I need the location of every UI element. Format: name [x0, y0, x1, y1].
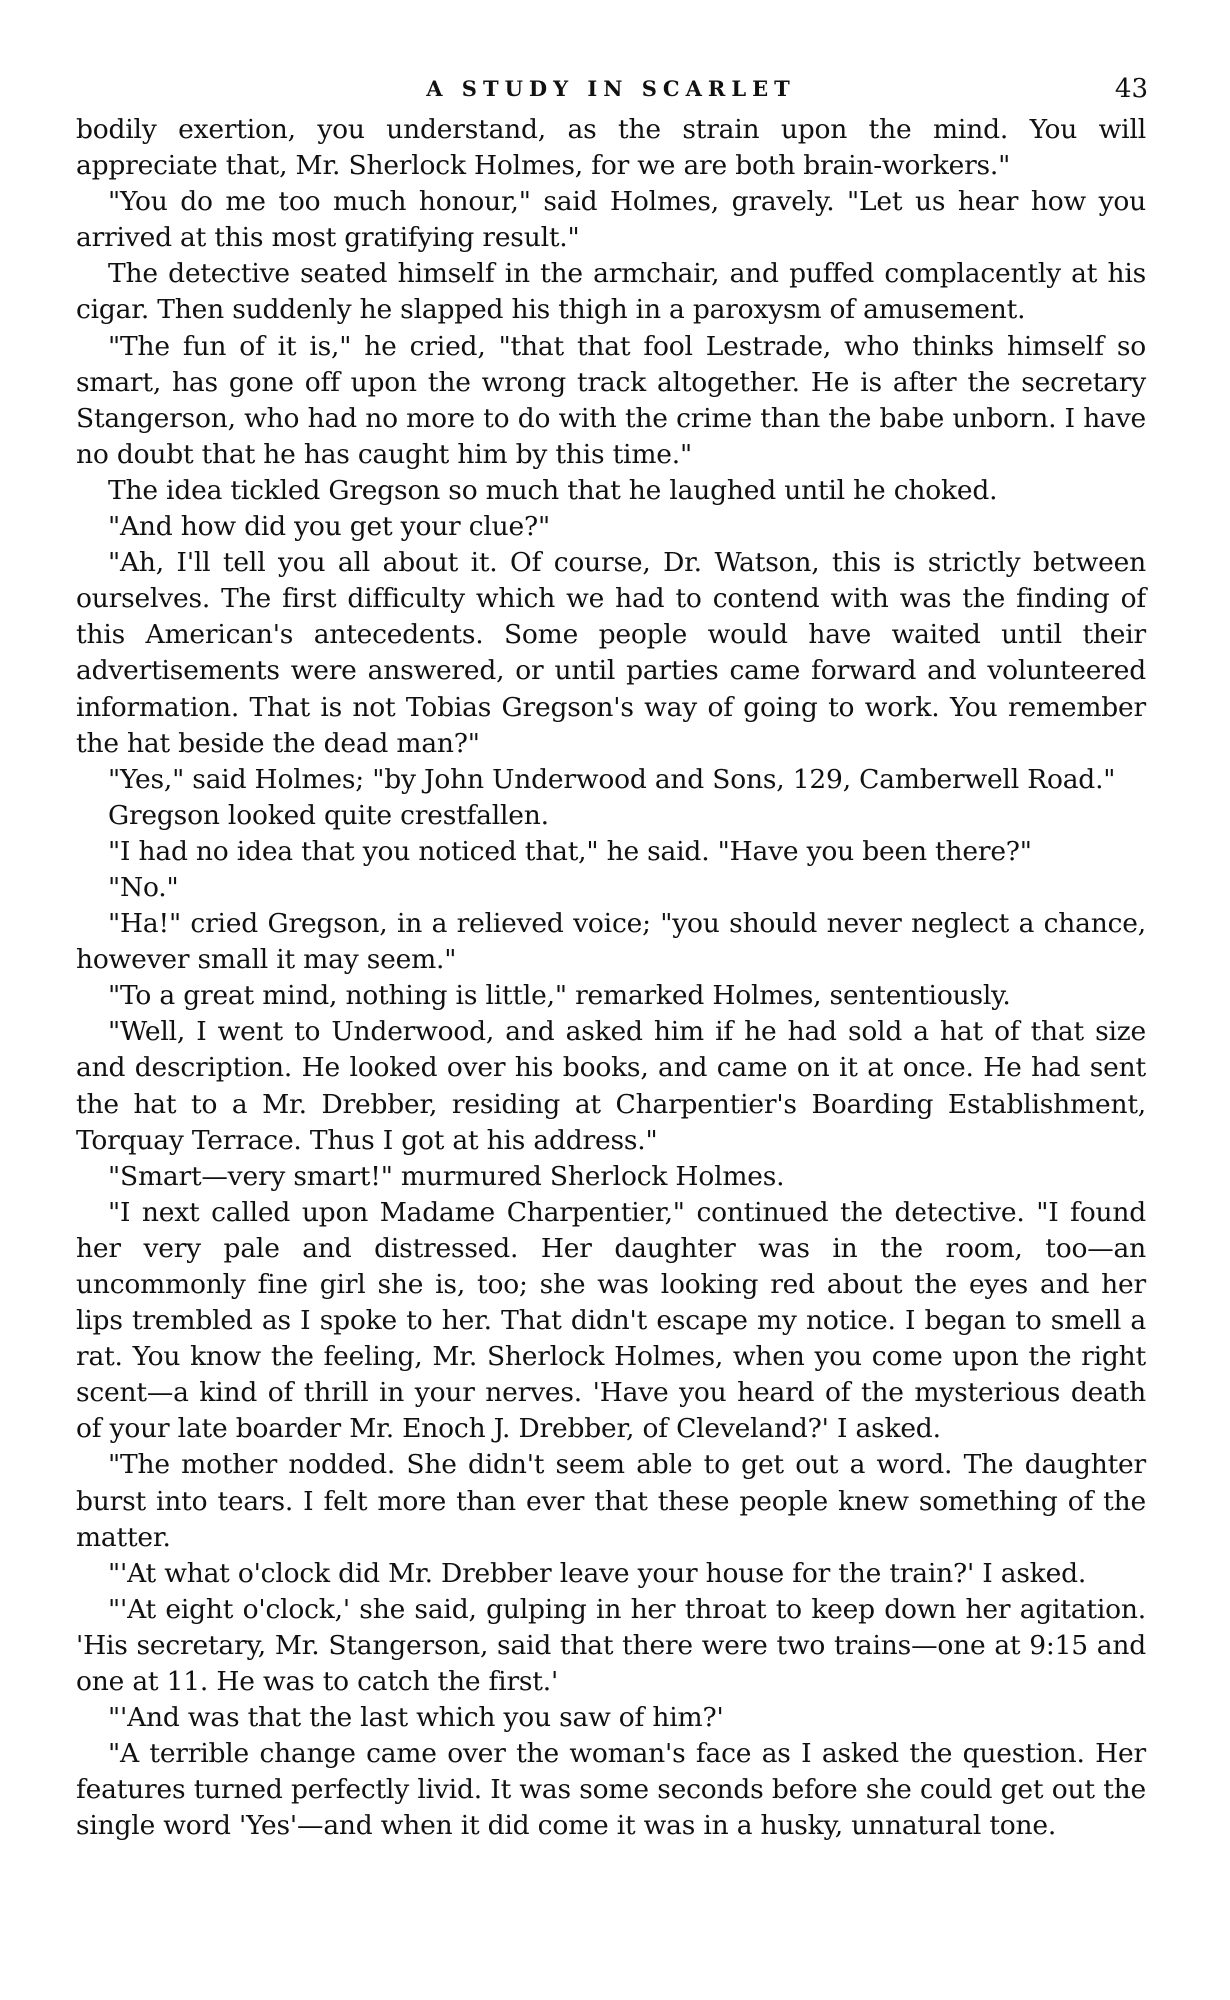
paragraph: The idea tickled Gregson so much that he laughed until he choked.: [108, 474, 998, 506]
body-text: [76, 112, 1146, 1845]
running-head: [76, 70, 1146, 110]
paragraph: "Smart—very smart!" murmured Sherlock Holmes.: [108, 1160, 785, 1192]
paragraph: "Ha!" cried Gregson, in a relieved voice; "you should never neglect a chance, however small it may seem.": [76, 908, 1146, 976]
paragraph: "'At what o'clock did Mr. Drebber leave your house for the train?' I asked.: [108, 1557, 1087, 1589]
paragraph: "You do me too much honour," said Holmes, gravely. "Let us hear how you arrived at this most gratifying result.": [76, 186, 1146, 254]
book-title: A STUDY IN SCARLET: [426, 76, 796, 101]
paragraph: "The mother nodded. She didn't seem able to get out a word. The daughter burst into tears. I felt more than ever that these people knew something of the matter.: [76, 1449, 1146, 1553]
book-page: [76, 70, 1146, 1845]
paragraph: "To a great mind, nothing is little," remarked Holmes, sententiously.: [108, 980, 1011, 1012]
paragraph: "I next called upon Madame Charpentier," continued the detective. "I found her very pale and distressed. Her daughter was in the room, too—an uncommonly fine girl she is, too; she was looking red about the eyes and her lips trembled as I spoke to her. That didn't escape my notice. I began to smell a rat. You know the feeling, Mr. Sherlock Holmes, when you come upon the right scent—a kind of thrill in your nerves. 'Have you heard of the mysterious death of your late boarder Mr. Enoch J. Drebber, of Cleveland?' I asked.: [76, 1196, 1146, 1445]
paragraph: "A terrible change came over the woman's face as I asked the question. Her features turned perfectly livid. It was some seconds before she could get out the single word 'Yes'—and when it did come it was in a husky, unnatural tone.: [76, 1738, 1146, 1842]
paragraph: bodily exertion, you understand, as the strain upon the mind. You will appreciate that, Mr. Sherlock Holmes, for we are both brain-workers.": [76, 114, 1146, 182]
paragraph: "Ah, I'll tell you all about it. Of course, Dr. Watson, this is strictly between ourselves. The first difficulty which we had to contend with was the finding of this American's antecedents. Some people would have waited until their advertisements were answered, or until parties came forward and volunteered information. That is not Tobias Gregson's way of going to work. You remember the hat beside the dead man?": [76, 547, 1146, 759]
paragraph: "'At eight o'clock,' she said, gulping in her throat to keep down her agitation. 'His secretary, Mr. Stangerson, said that there were two trains—one at 9:15 and one at 11. He was to catch the first.': [76, 1593, 1146, 1698]
paragraph: "'And was that the last which you saw of him?': [108, 1702, 724, 1734]
paragraph: "No.": [108, 871, 179, 903]
paragraph: "I had no idea that you noticed that," he said. "Have you been there?": [108, 835, 1032, 867]
page-number: 43: [1114, 74, 1148, 104]
paragraph: "Yes," said Holmes; "by John Underwood and Sons, 129, Camberwell Road.": [108, 763, 1116, 795]
paragraph: Gregson looked quite crestfallen.: [108, 799, 549, 831]
paragraph: "Well, I went to Underwood, and asked him if he had sold a hat of that size and description. He looked over his books, and came on it at once. He had sent the hat to a Mr. Drebber, residing at Charpentier's Boarding Establishment, Torquay Terrace. Thus I got at his address.": [76, 1016, 1146, 1156]
paragraph: The detective seated himself in the armchair, and puffed complacently at his cigar. Then suddenly he slapped his thigh in a paroxysm of amusement.: [76, 258, 1146, 326]
paragraph: "And how did you get your clue?": [108, 511, 551, 543]
paragraph: "The fun of it is," he cried, "that that fool Lestrade, who thinks himself so smart, has gone off upon the wrong track altogether. He is after the secretary Stangerson, who had no more to do with the crime than the babe unborn. I have no doubt that he has caught him by this time.": [76, 330, 1146, 470]
